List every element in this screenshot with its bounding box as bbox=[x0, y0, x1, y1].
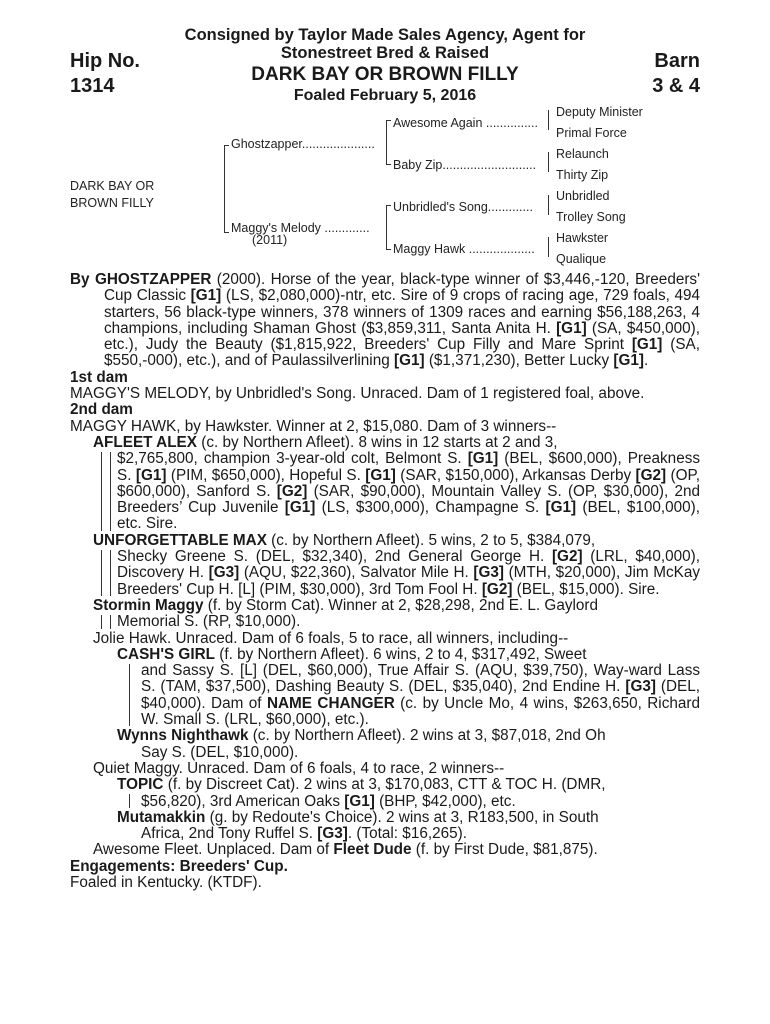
pedigree-sire-sire: Awesome Again ............... bbox=[393, 116, 538, 130]
grade-badge: [G1] bbox=[344, 792, 375, 810]
pedigree-connector bbox=[386, 120, 387, 165]
breeder-line: Stonestreet Bred & Raised bbox=[280, 44, 490, 62]
engagements: Engagements: Breeders' Cup. bbox=[70, 857, 288, 875]
entry-text: (f. by First Dude, $81,875). bbox=[411, 841, 598, 859]
pedigree-dds: Hawkster bbox=[556, 231, 609, 245]
entry-text: (SAR, $150,000), Arkansas Derby bbox=[395, 466, 636, 484]
entry-text: (BEL, $600,000), Preakness S. bbox=[117, 450, 700, 484]
produce-wynns-nighthawk bbox=[117, 728, 700, 761]
first-dam-heading: 1st dam bbox=[70, 368, 128, 386]
pedigree-sdd: Thirty Zip bbox=[556, 168, 609, 182]
sire-text: ($1,371,230), Better Lucky bbox=[424, 352, 614, 370]
entry-text: (OP, $600,000), Sanford S. bbox=[117, 466, 700, 500]
entry-text: Africa, 2nd Tony Ruffel S. bbox=[141, 825, 318, 843]
pedigree-connector bbox=[548, 110, 549, 130]
pedigree-sire: Ghostzapper..................... bbox=[231, 137, 375, 151]
grade-badge: [G3] bbox=[473, 564, 504, 582]
grade-badge: [G2] bbox=[276, 482, 308, 500]
pedigree-connector bbox=[386, 205, 387, 250]
entry-text: (SAR, $90,000), Mountain Valley S. (OP, $30,000), 2nd Breeders’ Cup Juvenile bbox=[117, 482, 700, 517]
pedigree-subject-line1: DARK BAY OR bbox=[70, 179, 155, 193]
grade-badge: [G1] bbox=[613, 352, 644, 370]
hip-label: Hip No. bbox=[70, 50, 140, 72]
sire-paragraph bbox=[70, 272, 700, 370]
grade-badge: [G1] bbox=[545, 499, 577, 517]
entry-text: (c. by Northern Afleet). 2 wins at 3, $87,018, 2nd Oh bbox=[248, 727, 606, 745]
horse-name: Stormin Maggy bbox=[93, 596, 204, 614]
pedigree-connector bbox=[224, 232, 229, 233]
entry-text: Shecky Greene S. (DEL, $32,340), 2nd General George H. bbox=[117, 548, 552, 566]
progeny-bar bbox=[129, 794, 130, 808]
entry-text: (g. by Redoute's Choice). 2 wins at 3, R183,500, in South bbox=[205, 808, 599, 826]
sire-text: (SA, $450,000), etc.), Judy the Beauty ($1,815,922, Breeders' Cup Filly and Mare Sprint bbox=[104, 319, 700, 354]
pedigree-dam-year: (2011) bbox=[252, 233, 288, 247]
horse-name: Mutamakkin bbox=[117, 808, 206, 826]
entry-text: (LS, $300,000), Champagne S. bbox=[315, 499, 546, 517]
grade-badge: [G3] bbox=[625, 678, 656, 696]
pedigree-connector bbox=[386, 249, 391, 250]
horse-name: UNFORGETTABLE MAX bbox=[93, 531, 267, 549]
progeny-bar bbox=[101, 550, 111, 596]
entry-text: (DEL, $40,000). Dam of bbox=[141, 678, 700, 712]
grade-badge: [G3] bbox=[317, 825, 348, 843]
produce-cashs-girl bbox=[117, 647, 700, 728]
pedigree-ssd: Primal Force bbox=[556, 126, 627, 140]
entry-text: (BHP, $42,000), etc. bbox=[374, 792, 516, 810]
pedigree-sire-dam: Baby Zip........................... bbox=[393, 158, 537, 172]
sire-text: (LS, $2,080,000)-ntr, etc. Sire of 9 crops of racing age, 729 foals, 494 starters, 56 black-type winners, 378 winners of 1309 races and earning $56,188,263, 4 champions, including Shaman Ghost ($3,859,311, Santa Anita H. bbox=[104, 287, 701, 337]
produce-jolie-hawk: Jolie Hawk. Unraced. Dam of 6 foals, 5 to race, all winners, including-- bbox=[93, 629, 569, 647]
produce-unforgettable-max bbox=[93, 533, 700, 598]
hip-number: 1314 bbox=[70, 75, 115, 97]
entry-text: (AQU, $22,360), Salvator Mile H. bbox=[239, 564, 474, 582]
entry-text: (f. by Northern Afleet). 6 wins, 2 to 4, $317,492, Sweet bbox=[214, 645, 587, 663]
barn-number: 3 & 4 bbox=[652, 75, 700, 97]
foaled-in: Foaled in Kentucky. (KTDF). bbox=[70, 873, 262, 891]
entry-text: (c. by Northern Afleet). 5 wins, 2 to 5, $384,079, bbox=[266, 531, 596, 549]
sire-name: GHOSTZAPPER bbox=[94, 271, 212, 288]
foaling-date: Foaled February 5, 2016 bbox=[293, 87, 477, 104]
first-dam-text: MAGGY'S MELODY, by Unbridled's Song. Unraced. Dam of 1 registered foal, above. bbox=[70, 385, 645, 403]
entry-text: $56,820), 3rd American Oaks bbox=[141, 792, 345, 810]
grade-badge: [G2] bbox=[481, 580, 513, 598]
pedigree-connector bbox=[548, 237, 549, 257]
entry-text: (MTH, $20,000), Jim McKay Breeders' Cup H. [L] (PIM, $30,000), 3rd Tom Fool H. bbox=[117, 564, 700, 598]
progeny-bar bbox=[129, 664, 130, 726]
pedigree-subject-line2: BROWN FILLY bbox=[70, 196, 154, 210]
grade-badge: [G1] bbox=[556, 319, 587, 337]
pedigree-connector bbox=[224, 145, 229, 146]
sire-text: (2000). Horse of the year, black-type winner of $3,446,-120, Breeders' Cup Classic bbox=[104, 271, 700, 305]
grade-badge: [G2] bbox=[551, 548, 583, 566]
entry-text: Say S. (DEL, $10,000). bbox=[141, 743, 299, 761]
entry-text: and Sassy S. [L] (DEL, $60,000), True Affair S. (AQU, $39,750), Way-ward Lass S. (TAM, $37,500), Dashing Beauty S. (DEL, $35,040), 2nd Endine H. bbox=[141, 662, 700, 696]
pedigree-dam: Maggy's Melody ............. bbox=[231, 221, 370, 235]
barn-label: Barn bbox=[654, 50, 700, 72]
pedigree-sds: Relaunch bbox=[556, 147, 609, 161]
horse-name: NAME CHANGER bbox=[266, 694, 395, 712]
sire-text: (SA, $550,-000), etc.), and of Paulassilverlining bbox=[104, 336, 701, 370]
horse-name: TOPIC bbox=[117, 776, 164, 794]
entry-text: (c. by Uncle Mo, 4 wins, $263,650, Richard W. Small S. (LRL, $60,000), etc.). bbox=[141, 694, 700, 729]
pedigree-connector bbox=[386, 205, 391, 206]
progeny-bar bbox=[101, 615, 111, 629]
entry-text: $2,765,800, champion 3-year-old colt, Belmont S. bbox=[117, 450, 468, 468]
pedigree-dam-dam: Maggy Hawk ................... bbox=[393, 242, 535, 256]
entry-text: (LRL, $40,000), Discovery H. bbox=[117, 548, 701, 582]
second-dam-heading: 2nd dam bbox=[70, 401, 133, 419]
produce-stormin-maggy bbox=[93, 598, 700, 631]
horse-name: CASH'S GIRL bbox=[117, 645, 215, 663]
grade-badge: [G3] bbox=[208, 564, 240, 582]
produce-mutamakkin bbox=[117, 810, 700, 843]
sire-text: . bbox=[643, 352, 649, 370]
produce-quiet-maggy: Quiet Maggy. Unraced. Dam of 6 foals, 4 to race, 2 winners-- bbox=[93, 759, 505, 777]
grade-badge: [G1] bbox=[190, 287, 222, 305]
horse-sex-color: DARK BAY OR BROWN FILLY bbox=[251, 64, 519, 85]
entry-text: (BEL, $100,000), etc. Sire. bbox=[117, 499, 700, 533]
sire-by: By bbox=[70, 271, 95, 288]
produce-topic bbox=[117, 777, 700, 810]
entry-text: Awesome Fleet. Unplaced. Dam of bbox=[93, 841, 334, 859]
grade-badge: [G2] bbox=[635, 466, 667, 484]
pedigree-connector bbox=[548, 195, 549, 215]
produce-awesome-fleet bbox=[93, 842, 700, 858]
catalog-body bbox=[70, 272, 700, 891]
second-dam-produce bbox=[70, 435, 700, 859]
grade-badge: [G1] bbox=[393, 352, 425, 370]
third-dam-produce-jolie bbox=[93, 647, 700, 761]
pedigree-dsd: Trolley Song bbox=[556, 210, 626, 224]
entry-text: . (Total: $16,265). bbox=[347, 825, 467, 843]
horse-name: Fleet Dude bbox=[333, 841, 412, 859]
pedigree-connector bbox=[386, 120, 391, 121]
pedigree-ddd: Qualique bbox=[556, 252, 607, 266]
second-dam-text: MAGGY HAWK, by Hawkster. Winner at 2, $15,080. Dam of 3 winners-- bbox=[70, 417, 557, 435]
entry-text: (f. by Discreet Cat). 2 wins at 3, $170,083, CTT & TOC H. (DMR, bbox=[163, 776, 606, 794]
pedigree-sss: Deputy Minister bbox=[556, 105, 643, 119]
entry-text: Memorial S. (RP, $10,000). bbox=[117, 613, 301, 631]
third-dam-produce-quiet bbox=[93, 777, 700, 842]
grade-badge: [G1] bbox=[467, 450, 499, 468]
pedigree-connector bbox=[548, 152, 549, 172]
entry-text: (BEL, $15,000). Sire. bbox=[512, 580, 660, 598]
pedigree-connector bbox=[224, 145, 225, 233]
grade-badge: [G1] bbox=[135, 466, 167, 484]
pedigree-connector bbox=[386, 164, 391, 165]
entry-text: (f. by Storm Cat). Winner at 2, $28,298, 2nd E. L. Gaylord bbox=[203, 596, 598, 614]
grade-badge: [G1] bbox=[365, 466, 396, 484]
entry-text: (c. by Northern Afleet). 8 wins in 12 starts at 2 and 3, bbox=[196, 433, 558, 451]
pedigree-dam-sire: Unbridled's Song............. bbox=[393, 200, 533, 214]
entry-text: (PIM, $650,000), Hopeful S. bbox=[166, 466, 366, 484]
horse-name: Wynns Nighthawk bbox=[117, 727, 249, 745]
consignor-line: Consigned by Taylor Made Sales Agency, Agent for bbox=[184, 26, 586, 44]
grade-badge: [G1] bbox=[284, 499, 316, 517]
pedigree-dss: Unbridled bbox=[556, 189, 610, 203]
progeny-bar bbox=[101, 452, 111, 531]
horse-name: AFLEET ALEX bbox=[93, 433, 197, 451]
produce-afleet-alex bbox=[93, 435, 700, 533]
grade-badge: [G1] bbox=[631, 336, 663, 354]
